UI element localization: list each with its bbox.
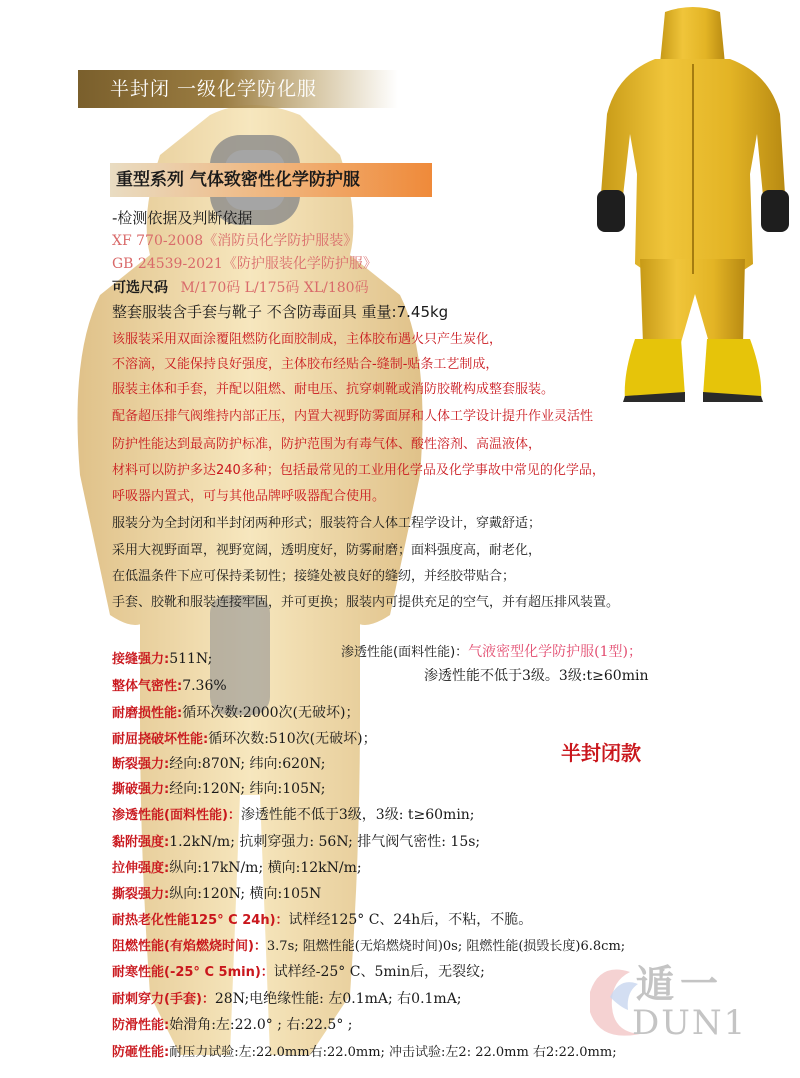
spec-row: 撕破强力:经向:120N; 纬向:105N;	[112, 781, 326, 797]
sizes-value: M/170码 L/175码 XL/180码	[180, 280, 369, 296]
spec-row: 接缝强力:511N;	[112, 651, 213, 667]
spec-row: 拉伸强度:纵向:17kN/m; 横向:12kN/m;	[112, 860, 362, 876]
watermark-chinese: 遁一	[636, 962, 725, 1006]
permeation-right-value: 气液密型化学防护服(1型)；	[468, 644, 642, 660]
permeation-right-label: 渗透性能(面料性能)：	[341, 645, 469, 660]
half-sealed-title: 半封闭款	[561, 741, 641, 765]
standard-gb: GB 24539-2021《防护服装化学防护服》	[112, 256, 377, 272]
feature-black-line: 服装分为全封闭和半封闭两种形式；服装符合人体工程学设计，穿戴舒适；	[112, 516, 542, 531]
permeation-right-row	[341, 642, 642, 663]
feature-red-line: 不溶滴，又能保持良好强度，主体胶布经贴合-缝制-贴条工艺制成，	[112, 357, 499, 372]
feature-black-line: 采用大视野面罩，视野宽阔，透明度好，防雾耐磨；面料强度高，耐老化，	[112, 543, 542, 558]
permeation-right-line2: 渗透性能不低于3级。3级:t≥60min	[424, 668, 649, 684]
feature-red-line: 防护性能达到最高防护标准，防护范围为有毒气体、酸性溶剂、高温液体，	[112, 437, 542, 452]
spec-row: 整体气密性:7.36%	[112, 678, 227, 694]
feature-red-line: 该服装采用双面涂覆阻燃防化面胶制成，主体胶布遇火只产生炭化，	[112, 332, 503, 347]
feature-black-line: 手套、胶靴和服装连接牢固，并可更换；服装内可提供充足的空气，并有超压排风装置。	[112, 595, 620, 610]
feature-red-line: 服装主体和手套，并配以阻燃、耐电压、抗穿刺靴或消防胶靴构成整套服装。	[112, 382, 555, 397]
feature-red-line: 材料可以防护多达240多种；包括最常见的工业用化学品及化学事故中常见的化学品，	[112, 463, 605, 478]
spec-row: 断裂强力:经向:870N; 纬向:620N;	[112, 756, 326, 772]
spec-row: 耐热老化性能125° C 24h)：试样经125° C、24h后，不粘，不脆。	[112, 912, 533, 928]
spec-row: 耐寒性能(-25° C 5min)：试样经-25° C、5min后，无裂纹;	[112, 964, 485, 980]
basis-heading: -检测依据及判断依据	[112, 209, 253, 227]
watermark-english: DUN1	[632, 1003, 748, 1043]
series-title: 重型系列 气体致密性化学防护服	[110, 163, 432, 197]
spec-row: 耐刺穿力(手套)：28N;电绝缘性能: 左0.1mA; 右0.1mA;	[112, 991, 462, 1007]
spec-row: 防滑性能:始滑角:左:22.0° ; 右:22.5° ;	[112, 1017, 353, 1033]
product-suit-photo	[585, 4, 800, 404]
feature-black-line: 在低温条件下应可保持柔韧性；接缝处被良好的缝纫，并经胶带贴合；	[112, 569, 516, 584]
spec-row: 渗透性能(面料性能)：渗透性能不低于3级，3级: t≥60min;	[112, 807, 475, 823]
spec-row: 黏附强度:1.2kN/m; 抗刺穿强力: 56N; 排气阀气密性: 15s;	[112, 834, 481, 850]
sizes-row	[112, 278, 369, 298]
spec-row: 耐屈挠破坏性能:循环次数:510次(无破坏)；	[112, 731, 377, 747]
feature-red-line: 配备超压排气阀维持内部正压，内置大视野防雾面屏和人体工学设计提升作业灵活性	[112, 409, 594, 424]
spec-row: 阻燃性能(有焰燃烧时间)：3.7s; 阻燃性能(无焰燃烧时间)0s; 阻燃性能(损毁长度)6.8cm;	[112, 939, 626, 954]
product-category-banner: 半封闭 一级化学防化服	[78, 70, 398, 108]
spec-row: 耐磨损性能:循环次数:2000次(无破坏)；	[112, 705, 360, 721]
weight-line: 整套服装含手套与靴子 不含防毒面具 重量:7.45kg	[112, 303, 449, 321]
feature-red-line: 呼吸器内置式，可与其他品牌呼吸器配合使用。	[112, 489, 386, 504]
sizes-label: 可选尺码	[112, 280, 168, 296]
standard-xf: XF 770-2008《消防员化学防护服装》	[112, 233, 358, 249]
spec-row: 撕裂强力:纵向:120N; 横向:105N	[112, 886, 322, 902]
spec-row: 防砸性能:耐压力试验:左:22.0mm右:22.0mm; 冲击试验:左2: 22.0mm 右2:22.0mm;	[112, 1045, 617, 1060]
